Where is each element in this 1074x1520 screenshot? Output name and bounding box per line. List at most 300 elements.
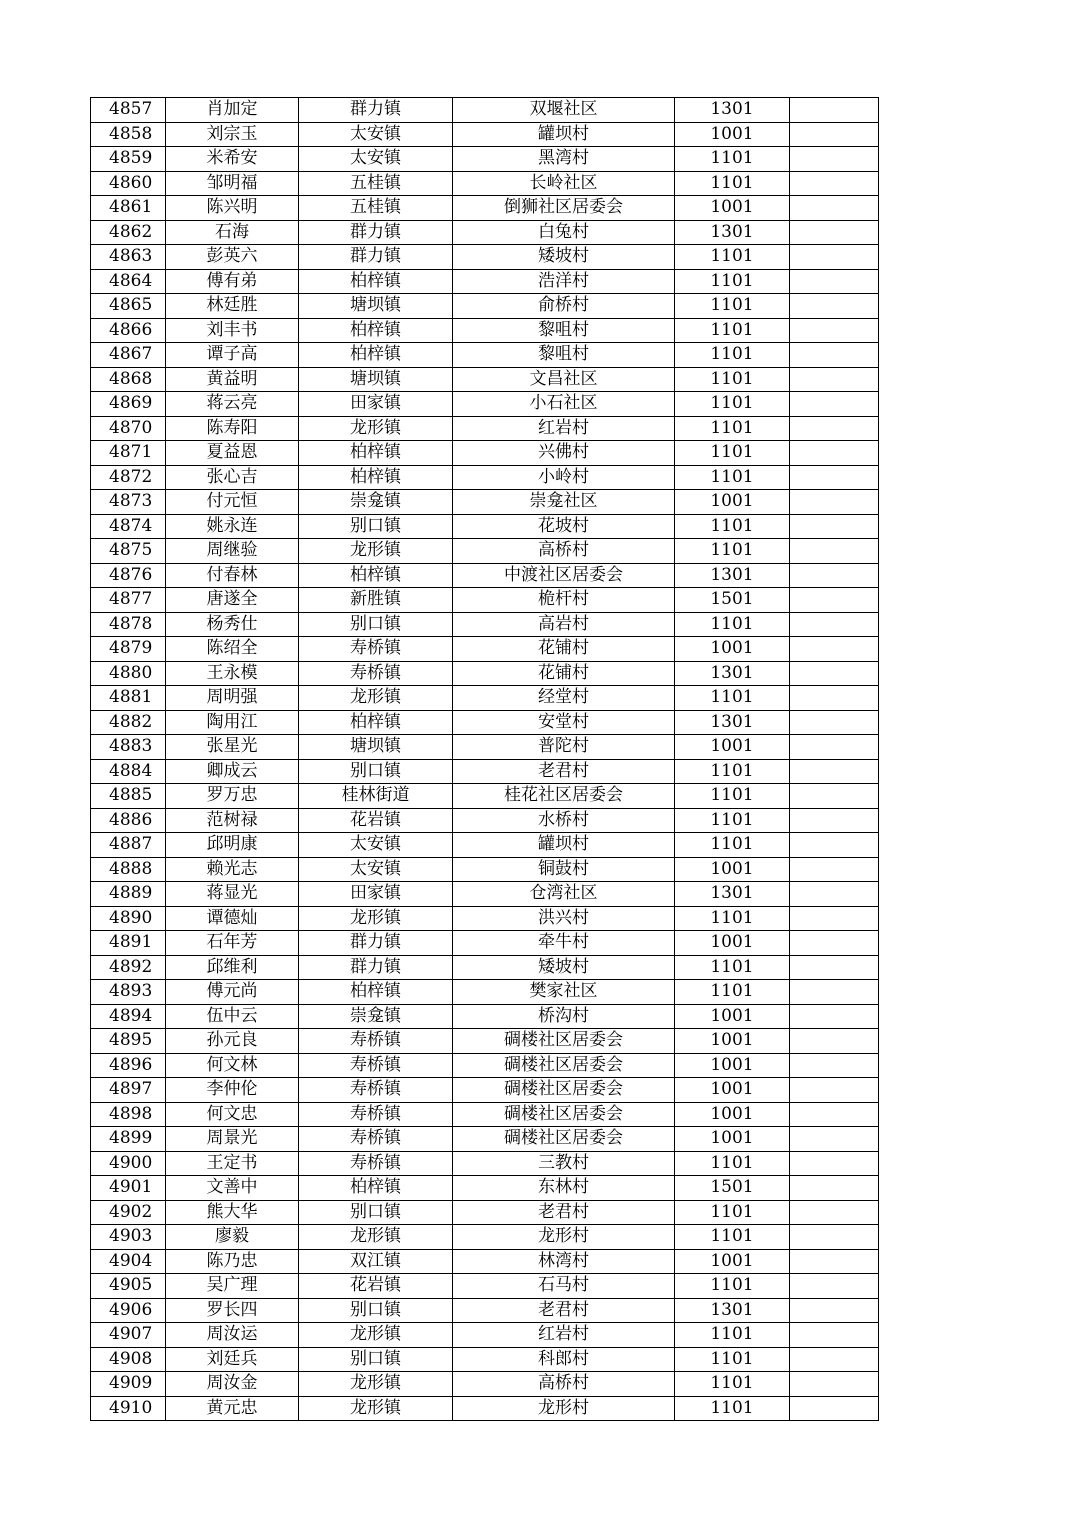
cell-person-name: 何文忠 [166,1102,299,1127]
table-row [91,588,879,613]
cell-record-number: 4877 [91,588,166,613]
cell-town: 柏梓镇 [299,318,453,343]
cell-village: 碉楼社区居委会 [453,1078,675,1103]
cell-code: 1501 [675,1176,790,1201]
cell-note [790,661,879,686]
cell-town: 寿桥镇 [299,637,453,662]
cell-code: 1301 [675,563,790,588]
cell-code: 1101 [675,1225,790,1250]
table-row [91,147,879,172]
table-row [91,808,879,833]
cell-code: 1101 [675,759,790,784]
cell-person-name: 文善中 [166,1176,299,1201]
cell-record-number: 4896 [91,1053,166,1078]
cell-note [790,1372,879,1397]
table-row [91,1029,879,1054]
table-row [91,196,879,221]
cell-town: 寿桥镇 [299,1053,453,1078]
cell-code: 1301 [675,220,790,245]
table-row [91,980,879,1005]
table-row [91,441,879,466]
cell-note [790,1029,879,1054]
cell-village: 崇龛社区 [453,490,675,515]
cell-person-name: 邹明福 [166,171,299,196]
cell-record-number: 4869 [91,392,166,417]
cell-record-number: 4891 [91,931,166,956]
cell-record-number: 4897 [91,1078,166,1103]
cell-code: 1101 [675,980,790,1005]
cell-note [790,220,879,245]
cell-note [790,1225,879,1250]
cell-town: 田家镇 [299,882,453,907]
cell-note [790,1396,879,1421]
cell-town: 群力镇 [299,245,453,270]
cell-note [790,906,879,931]
cell-town: 寿桥镇 [299,1078,453,1103]
cell-village: 安堂村 [453,710,675,735]
cell-village: 小石社区 [453,392,675,417]
cell-note [790,1347,879,1372]
cell-person-name: 周汝运 [166,1323,299,1348]
table-row [91,392,879,417]
cell-person-name: 吴广理 [166,1274,299,1299]
cell-note [790,269,879,294]
cell-record-number: 4909 [91,1372,166,1397]
cell-note [790,147,879,172]
cell-record-number: 4876 [91,563,166,588]
cell-code: 1101 [675,686,790,711]
cell-code: 1001 [675,1053,790,1078]
cell-village: 桅杆村 [453,588,675,613]
cell-record-number: 4883 [91,735,166,760]
cell-note [790,1127,879,1152]
cell-note [790,857,879,882]
cell-town: 群力镇 [299,931,453,956]
cell-town: 塘坝镇 [299,735,453,760]
cell-town: 柏梓镇 [299,710,453,735]
cell-town: 崇龛镇 [299,1004,453,1029]
cell-village: 红岩村 [453,416,675,441]
cell-person-name: 肖加定 [166,98,299,123]
table-row [91,931,879,956]
roster-table [90,97,879,1421]
cell-person-name: 陈寿阳 [166,416,299,441]
cell-note [790,171,879,196]
cell-note [790,1249,879,1274]
cell-village: 老君村 [453,759,675,784]
cell-code: 1101 [675,465,790,490]
table-row [91,514,879,539]
cell-code: 1101 [675,1347,790,1372]
cell-record-number: 4857 [91,98,166,123]
cell-town: 龙形镇 [299,1323,453,1348]
cell-village: 黑湾村 [453,147,675,172]
cell-record-number: 4870 [91,416,166,441]
cell-code: 1301 [675,1298,790,1323]
cell-note [790,563,879,588]
cell-village: 龙形村 [453,1396,675,1421]
cell-note [790,367,879,392]
cell-town: 寿桥镇 [299,1127,453,1152]
cell-village: 兴佛村 [453,441,675,466]
cell-record-number: 4903 [91,1225,166,1250]
cell-town: 柏梓镇 [299,980,453,1005]
cell-village: 俞桥村 [453,294,675,319]
cell-village: 花铺村 [453,661,675,686]
cell-person-name: 刘宗玉 [166,122,299,147]
cell-code: 1501 [675,588,790,613]
cell-person-name: 罗万忠 [166,784,299,809]
cell-village: 红岩村 [453,1323,675,1348]
cell-village: 高岩村 [453,612,675,637]
table-row [91,1200,879,1225]
cell-town: 龙形镇 [299,906,453,931]
cell-code: 1001 [675,490,790,515]
cell-village: 桂花社区居委会 [453,784,675,809]
table-row [91,1176,879,1201]
cell-note [790,441,879,466]
table-row [91,563,879,588]
table-row [91,735,879,760]
cell-record-number: 4868 [91,367,166,392]
cell-record-number: 4906 [91,1298,166,1323]
cell-person-name: 黄益明 [166,367,299,392]
cell-village: 普陀村 [453,735,675,760]
cell-note [790,1323,879,1348]
cell-record-number: 4873 [91,490,166,515]
cell-code: 1101 [675,441,790,466]
cell-note [790,196,879,221]
table-row [91,906,879,931]
cell-person-name: 陈绍全 [166,637,299,662]
cell-village: 倒狮社区居委会 [453,196,675,221]
table-row [91,661,879,686]
cell-note [790,1151,879,1176]
table-row [91,220,879,245]
cell-person-name: 谭德灿 [166,906,299,931]
cell-village: 铜鼓村 [453,857,675,882]
cell-code: 1001 [675,1249,790,1274]
cell-person-name: 付春林 [166,563,299,588]
cell-record-number: 4898 [91,1102,166,1127]
cell-note [790,1078,879,1103]
cell-town: 柏梓镇 [299,465,453,490]
cell-note [790,343,879,368]
table-row [91,1102,879,1127]
cell-village: 林湾村 [453,1249,675,1274]
cell-village: 矮坡村 [453,955,675,980]
cell-town: 新胜镇 [299,588,453,613]
cell-town: 龙形镇 [299,539,453,564]
cell-code: 1101 [675,343,790,368]
cell-person-name: 陈乃忠 [166,1249,299,1274]
cell-village: 双堰社区 [453,98,675,123]
table-row [91,1249,879,1274]
cell-town: 太安镇 [299,147,453,172]
cell-code: 1101 [675,392,790,417]
cell-note [790,808,879,833]
cell-code: 1001 [675,1078,790,1103]
cell-note [790,1053,879,1078]
cell-town: 别口镇 [299,759,453,784]
cell-code: 1301 [675,710,790,735]
cell-code: 1101 [675,1396,790,1421]
cell-record-number: 4882 [91,710,166,735]
cell-record-number: 4863 [91,245,166,270]
table-row [91,367,879,392]
cell-note [790,955,879,980]
cell-note [790,490,879,515]
cell-note [790,931,879,956]
cell-code: 1101 [675,1274,790,1299]
cell-village: 碉楼社区居委会 [453,1127,675,1152]
cell-record-number: 4894 [91,1004,166,1029]
cell-record-number: 4878 [91,612,166,637]
cell-record-number: 4910 [91,1396,166,1421]
table-row [91,1298,879,1323]
cell-note [790,1298,879,1323]
table-row [91,245,879,270]
cell-code: 1101 [675,906,790,931]
cell-village: 老君村 [453,1200,675,1225]
cell-code: 1101 [675,416,790,441]
cell-code: 1101 [675,539,790,564]
cell-code: 1001 [675,735,790,760]
cell-town: 田家镇 [299,392,453,417]
cell-village: 桥沟村 [453,1004,675,1029]
cell-village: 龙形村 [453,1225,675,1250]
cell-village: 碉楼社区居委会 [453,1053,675,1078]
cell-note [790,1004,879,1029]
cell-record-number: 4874 [91,514,166,539]
cell-code: 1101 [675,318,790,343]
cell-record-number: 4858 [91,122,166,147]
cell-record-number: 4864 [91,269,166,294]
cell-code: 1301 [675,661,790,686]
cell-town: 别口镇 [299,1347,453,1372]
cell-village: 碉楼社区居委会 [453,1102,675,1127]
table-row [91,759,879,784]
cell-town: 柏梓镇 [299,343,453,368]
cell-record-number: 4872 [91,465,166,490]
cell-person-name: 傅元尚 [166,980,299,1005]
table-row [91,539,879,564]
cell-person-name: 周明强 [166,686,299,711]
cell-person-name: 蒋云亮 [166,392,299,417]
cell-town: 寿桥镇 [299,1102,453,1127]
cell-person-name: 周景光 [166,1127,299,1152]
cell-code: 1301 [675,98,790,123]
table-row [91,1078,879,1103]
table-row [91,882,879,907]
table-row [91,490,879,515]
cell-village: 石马村 [453,1274,675,1299]
cell-code: 1101 [675,294,790,319]
cell-note [790,588,879,613]
cell-record-number: 4908 [91,1347,166,1372]
cell-code: 1101 [675,955,790,980]
cell-person-name: 黄元忠 [166,1396,299,1421]
table-row [91,637,879,662]
cell-person-name: 何文林 [166,1053,299,1078]
cell-town: 塘坝镇 [299,294,453,319]
cell-code: 1001 [675,857,790,882]
cell-note [790,1274,879,1299]
table-row [91,710,879,735]
cell-record-number: 4866 [91,318,166,343]
cell-person-name: 王定书 [166,1151,299,1176]
cell-village: 花铺村 [453,637,675,662]
cell-code: 1101 [675,1200,790,1225]
cell-record-number: 4867 [91,343,166,368]
cell-town: 龙形镇 [299,1225,453,1250]
cell-code: 1101 [675,1323,790,1348]
cell-person-name: 熊大华 [166,1200,299,1225]
cell-note [790,392,879,417]
cell-village: 洪兴村 [453,906,675,931]
cell-village: 黎咀村 [453,318,675,343]
cell-person-name: 米希安 [166,147,299,172]
cell-town: 太安镇 [299,833,453,858]
table-row [91,269,879,294]
cell-town: 别口镇 [299,1200,453,1225]
cell-record-number: 4875 [91,539,166,564]
cell-record-number: 4884 [91,759,166,784]
cell-person-name: 赖光志 [166,857,299,882]
cell-record-number: 4904 [91,1249,166,1274]
cell-record-number: 4892 [91,955,166,980]
cell-person-name: 姚永连 [166,514,299,539]
table-row [91,1323,879,1348]
table-row [91,1053,879,1078]
cell-code: 1101 [675,833,790,858]
cell-person-name: 林廷胜 [166,294,299,319]
cell-town: 太安镇 [299,857,453,882]
cell-person-name: 唐遂全 [166,588,299,613]
cell-code: 1101 [675,1372,790,1397]
cell-person-name: 付元恒 [166,490,299,515]
cell-person-name: 石海 [166,220,299,245]
cell-person-name: 伍中云 [166,1004,299,1029]
cell-town: 群力镇 [299,98,453,123]
cell-village: 东林村 [453,1176,675,1201]
cell-town: 五桂镇 [299,196,453,221]
cell-person-name: 蒋显光 [166,882,299,907]
cell-village: 三教村 [453,1151,675,1176]
cell-record-number: 4860 [91,171,166,196]
cell-record-number: 4889 [91,882,166,907]
cell-town: 龙形镇 [299,1396,453,1421]
cell-town: 崇龛镇 [299,490,453,515]
cell-code: 1101 [675,612,790,637]
cell-town: 双江镇 [299,1249,453,1274]
cell-record-number: 4871 [91,441,166,466]
cell-note [790,465,879,490]
cell-person-name: 邱明康 [166,833,299,858]
cell-record-number: 4885 [91,784,166,809]
cell-code: 1001 [675,122,790,147]
cell-town: 别口镇 [299,612,453,637]
cell-record-number: 4899 [91,1127,166,1152]
cell-note [790,1102,879,1127]
cell-record-number: 4881 [91,686,166,711]
cell-person-name: 卿成云 [166,759,299,784]
cell-note [790,612,879,637]
cell-record-number: 4859 [91,147,166,172]
cell-record-number: 4862 [91,220,166,245]
cell-village: 浩洋村 [453,269,675,294]
cell-record-number: 4865 [91,294,166,319]
cell-note [790,759,879,784]
cell-note [790,98,879,123]
cell-code: 1101 [675,1151,790,1176]
cell-person-name: 石年芳 [166,931,299,956]
cell-town: 别口镇 [299,1298,453,1323]
cell-village: 经堂村 [453,686,675,711]
cell-note [790,735,879,760]
cell-town: 寿桥镇 [299,1151,453,1176]
cell-person-name: 王永模 [166,661,299,686]
table-row [91,98,879,123]
cell-note [790,833,879,858]
cell-note [790,686,879,711]
cell-village: 花坡村 [453,514,675,539]
cell-town: 寿桥镇 [299,1029,453,1054]
cell-village: 碉楼社区居委会 [453,1029,675,1054]
cell-record-number: 4890 [91,906,166,931]
cell-person-name: 傅有弟 [166,269,299,294]
cell-note [790,784,879,809]
cell-town: 太安镇 [299,122,453,147]
cell-person-name: 刘廷兵 [166,1347,299,1372]
cell-town: 柏梓镇 [299,441,453,466]
cell-note [790,1200,879,1225]
table-row [91,1274,879,1299]
cell-village: 老君村 [453,1298,675,1323]
cell-code: 1101 [675,514,790,539]
cell-person-name: 孙元良 [166,1029,299,1054]
cell-person-name: 谭子高 [166,343,299,368]
table-row [91,1347,879,1372]
cell-record-number: 4907 [91,1323,166,1348]
cell-town: 花岩镇 [299,808,453,833]
cell-town: 塘坝镇 [299,367,453,392]
cell-village: 矮坡村 [453,245,675,270]
cell-code: 1101 [675,245,790,270]
cell-town: 群力镇 [299,220,453,245]
cell-record-number: 4879 [91,637,166,662]
cell-village: 高桥村 [453,1372,675,1397]
cell-person-name: 夏益恩 [166,441,299,466]
cell-record-number: 4887 [91,833,166,858]
roster-body [91,98,879,1421]
cell-record-number: 4895 [91,1029,166,1054]
cell-record-number: 4886 [91,808,166,833]
cell-village: 小岭村 [453,465,675,490]
cell-note [790,539,879,564]
cell-code: 1001 [675,196,790,221]
table-row [91,784,879,809]
cell-village: 樊家社区 [453,980,675,1005]
cell-town: 桂林街道 [299,784,453,809]
cell-village: 高桥村 [453,539,675,564]
cell-person-name: 彭英六 [166,245,299,270]
cell-person-name: 罗长四 [166,1298,299,1323]
cell-town: 寿桥镇 [299,661,453,686]
cell-town: 柏梓镇 [299,269,453,294]
cell-record-number: 4900 [91,1151,166,1176]
cell-note [790,980,879,1005]
